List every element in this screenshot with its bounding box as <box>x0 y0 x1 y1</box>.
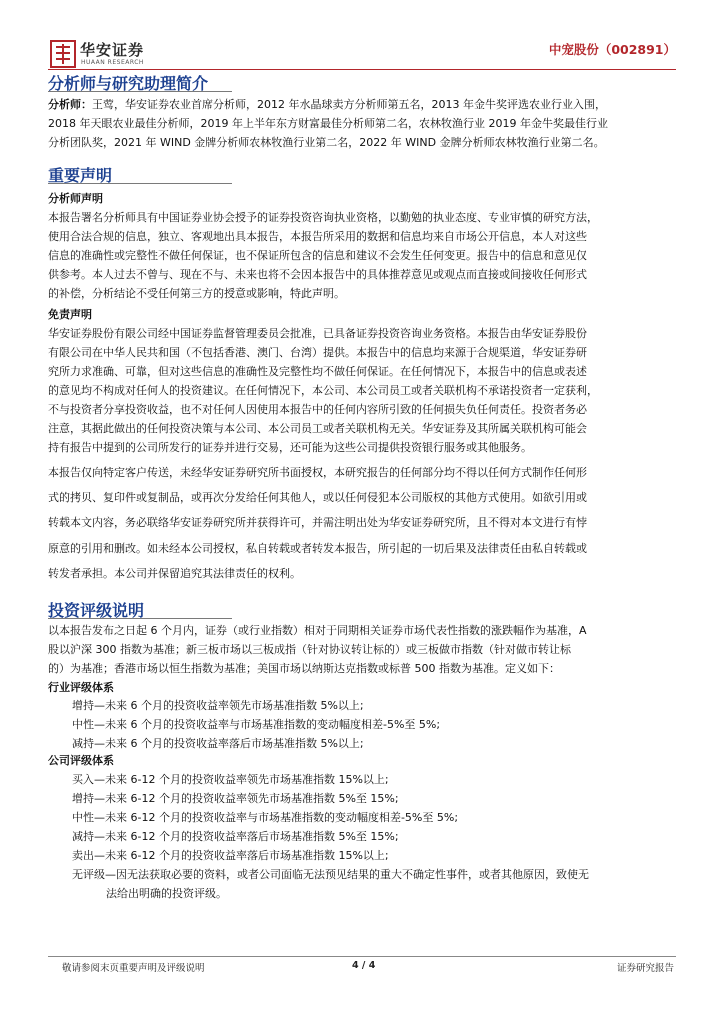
logo-en: HUAAN RESEARCH <box>81 59 144 66</box>
analyst-statement-line: 供参考。本人过去不曾与、现在不与、未来也将不会因本报告中的具体推荐意见或观点而直接或间接收任何形式 <box>48 268 587 281</box>
industry-rating-item: 中性—未来 6 个月的投资收益率与市场基准指数的变动幅度相差-5%至 5%; <box>72 718 441 731</box>
distribution-line: 转发者承担。本公司并保留追究其法律责任的权利。 <box>48 567 301 580</box>
industry-rating-title: 行业评级体系 <box>48 681 114 694</box>
page-header <box>48 38 676 72</box>
footer-divider <box>48 956 676 957</box>
exemption-title: 免责声明 <box>48 308 92 321</box>
page-number: 4 / 4 <box>352 960 376 971</box>
industry-rating-item: 增持—未来 6 个月的投资收益率领先市场基准指数 5%以上; <box>72 699 364 712</box>
rating-intro-line: 股以沪深 300 指数为基准；新三板市场以三板成指（针对协议转让标的）或三板做市指数（针对做市转让标 <box>48 643 571 656</box>
exemption-line: 究所力求准确、可靠，但对这些信息的准确性及完整性均不做任何保证。在任何情况下，本报告中的信息或表述 <box>48 365 587 378</box>
section-underline <box>48 183 232 184</box>
exemption-line: 有限公司在中华人民共和国（不包括香港、澳门、台湾）提供。本报告中的信息均来源于合规渠道，华安证券研 <box>48 346 587 359</box>
industry-rating-item: 减持—未来 6 个月的投资收益率落后市场基准指数 5%以上; <box>72 737 364 750</box>
section-underline <box>48 91 232 92</box>
analyst-statement-line: 信息的准确性或完整性不做任何保证，也不保证所包含的信息和建议不会发生任何变更。报告中的信息和意见仅 <box>48 249 587 262</box>
header-divider <box>48 69 676 70</box>
company-stock: 中宠股份（002891） <box>548 42 676 57</box>
distribution-line: 本报告仅向特定客户传送，未经华安证券研究所书面授权，本研究报告的任何部分均不得以任何方式制作任何形 <box>48 466 587 479</box>
company-rating-item: 中性—未来 6-12 个月的投资收益率与市场基准指数的变动幅度相差-5%至 5%; <box>72 811 459 824</box>
exemption-line: 注意，其据此做出的任何投资决策与本公司、本公司员工或者关联机构无关。华安证券及其所属关联机构可能会 <box>48 422 587 435</box>
company-rating-item: 增持—未来 6-12 个月的投资收益率领先市场基准指数 5%至 15%; <box>72 792 399 805</box>
exemption-line: 华安证券股份有限公司经中国证券监督管理委员会批准，已具备证券投资咨询业务资格。本报告由华安证券股份 <box>48 327 587 340</box>
analyst-line-1: 分析师：王莺，华安证券农业首席分析师，2012 年水晶球卖方分析师第五名，2013 年金牛奖评选农业行业入围， <box>48 98 606 111</box>
no-rating-line: 法给出明确的投资评级。 <box>106 887 227 900</box>
no-rating-line: 无评级—因无法获取必要的资料，或者公司面临无法预见结果的重大不确定性事件，或者其他原因，致使无 <box>72 868 589 881</box>
analyst-label: 分析师： <box>48 98 92 111</box>
analyst-statement-line: 的补偿，分析结论不受任何第三方的授意或影响，特此声明。 <box>48 287 345 300</box>
footer-left: 敬请参阅末页重要声明及评级说明 <box>62 963 205 974</box>
company-rating-item: 买入—未来 6-12 个月的投资收益率领先市场基准指数 15%以上; <box>72 773 389 786</box>
rating-title: 投资评级说明 <box>48 601 145 620</box>
analyst-statement-line: 本报告署名分析师具有中国证券业协会授予的证券投资咨询执业资格，以勤勉的执业态度、专业审慎的研究方法， <box>48 211 598 224</box>
rating-intro-line: 的）为基准；香港市场以恒生指数为基准；美国市场以纳斯达克指数或标普 500 指数为基准。定义如下： <box>48 662 560 675</box>
company-rating-item: 卖出—未来 6-12 个月的投资收益率落后市场基准指数 15%以上; <box>72 849 389 862</box>
distribution-line: 式的拷贝、复印件或复制品，或再次分发给任何其他人，或以任何侵犯本公司版权的其他方式使用。如欲引用或 <box>48 491 587 504</box>
huaan-logo-icon <box>50 40 76 68</box>
footer-right: 证券研究报告 <box>616 963 674 974</box>
analyst-line-3: 分析团队奖，2021 年 WIND 金牌分析师农林牧渔行业第二名，2022 年 WIND 金牌分析师农林牧渔行业第二名。 <box>48 136 605 149</box>
exemption-line: 不与投资者分享投资收益，也不对任何人因使用本报告中的任何内容所引致的任何损失负任何责任。投资者务必 <box>48 403 587 416</box>
disclaimer-title: 重要声明 <box>48 166 113 185</box>
exemption-line: 的意见均不构成对任何人的投资建议。在任何情况下，本公司、本公司员工或者关联机构不承诺投资者一定获利， <box>48 384 598 397</box>
analyst-statement-title: 分析师声明 <box>48 192 103 205</box>
logo-cn: 华安证券 <box>80 41 145 59</box>
section-underline <box>48 618 232 619</box>
analyst-statement-line: 使用合法合规的信息，独立、客观地出具本报告，本报告所采用的数据和信息均来自市场公开信息，本人对这些 <box>48 230 587 243</box>
analyst-section-title: 分析师与研究助理简介 <box>48 74 209 93</box>
distribution-line: 转载本文内容，务必联络华安证券研究所并获得许可，并需注明出处为华安证券研究所，且不得对本文进行有悖 <box>48 516 587 529</box>
exemption-line: 持有报告中提到的公司所发行的证券并进行交易，还可能为这些公司提供投资银行服务或其他服务。 <box>48 441 532 454</box>
analyst-line-2: 2018 年天眼农业最佳分析师，2019 年上半年东方财富最佳分析师第二名，农林牧渔行业 2019 年金牛奖最佳行业 <box>48 117 608 130</box>
company-rating-title: 公司评级体系 <box>48 754 114 767</box>
huaan-logo <box>48 38 158 70</box>
company-rating-item: 减持—未来 6-12 个月的投资收益率落后市场基准指数 5%至 15%; <box>72 830 399 843</box>
distribution-line: 原意的引用和删改。如未经本公司授权，私自转载或者转发本报告，所引起的一切后果及法律责任由私自转载或 <box>48 542 587 555</box>
rating-intro-line: 以本报告发布之日起 6 个月内，证券（或行业指数）相对于同期相关证券市场代表性指数的涨跌幅作为基准，A <box>48 624 587 637</box>
